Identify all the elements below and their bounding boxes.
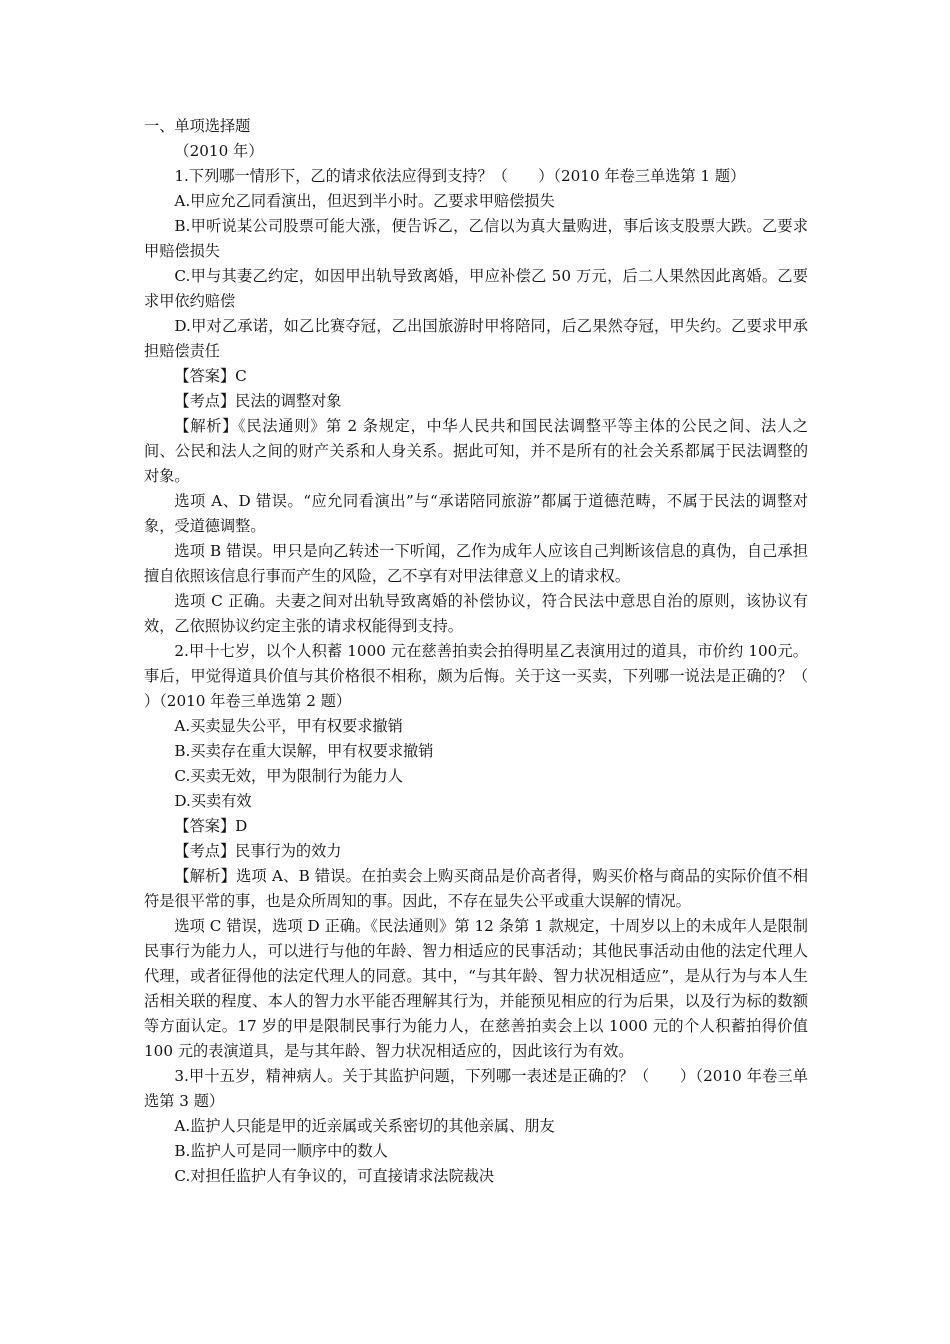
document-paragraph: 选项 A、D 错误。“应允同看演出”与“承诺陪同旅游”都属于道德范畴，不属于民法的调整对象，受道德调整。 bbox=[144, 492, 808, 535]
document-paragraph: B.监护人可是同一顺序中的数人 bbox=[174, 1142, 388, 1160]
document-paragraph: 3.甲十五岁，精神病人。关于其监护问题，下列哪一表述是正确的？（ ）（2010 年卷三单选第 3 题） bbox=[144, 1067, 808, 1110]
document-paragraph: D.甲对乙承诺，如乙比赛夺冠，乙出国旅游时甲将陪同，后乙果然夺冠，甲失约。乙要求甲承担赔偿责任 bbox=[144, 317, 808, 360]
document-paragraph: A.甲应允乙同看演出，但迟到半小时。乙要求甲赔偿损失 bbox=[174, 192, 555, 210]
document-paragraph: B.买卖存在重大误解，甲有权要求撤销 bbox=[174, 742, 434, 760]
document-paragraph: 【考点】民法的调整对象 bbox=[174, 392, 342, 410]
document-paragraph: 【答案】C bbox=[174, 367, 247, 385]
document-paragraph: 【解析】《民法通则》第 2 条规定，中华人民共和国民法调整平等主体的公民之间、法人之间、公民和法人之间的财产关系和人身关系。据此可知，并不是所有的社会关系都属于民法调整的对象。 bbox=[144, 417, 808, 485]
document-paragraph: C.对担任监护人有争议的，可直接请求法院裁决 bbox=[174, 1167, 495, 1185]
document-paragraph: 选项 B 错误。甲只是向乙转述一下听闻，乙作为成年人应该自己判断该信息的真伪，自己承担擅自依照该信息行事而产生的风险，乙不享有对甲法律意义上的请求权。 bbox=[144, 542, 808, 585]
document-paragraph: C.甲与其妻乙约定，如因甲出轨导致离婚，甲应补偿乙 50 万元，后二人果然因此离婚。乙要求甲依约赔偿 bbox=[144, 267, 808, 310]
document-paragraph: 【解析】选项 A、B 错误。在拍卖会上购买商品是价高者得，购买价格与商品的实际价值不相符是很平常的事，也是众所周知的事。因此，不存在显失公平或重大误解的情况。 bbox=[144, 867, 808, 910]
document-paragraph: 选项 C 正确。夫妻之间对出轨导致离婚的补偿协议，符合民法中意思自治的原则，该协议有效，乙依照协议约定主张的请求权能得到支持。 bbox=[144, 592, 808, 635]
document-paragraph: 【答案】D bbox=[174, 817, 248, 835]
document-paragraph: A.监护人只能是甲的近亲属或关系密切的其他亲属、朋友 bbox=[174, 1117, 555, 1135]
document-paragraph: B.甲听说某公司股票可能大涨，便告诉乙，乙信以为真大量购进，事后该支股票大跌。乙要求甲赔偿损失 bbox=[144, 217, 808, 260]
document-paragraph: （2010 年） bbox=[174, 142, 264, 160]
document-paragraph: A.买卖显失公平，甲有权要求撤销 bbox=[174, 717, 403, 735]
document-body bbox=[144, 114, 839, 1189]
document-paragraph: 【考点】民事行为的效力 bbox=[174, 842, 342, 860]
document-paragraph: 2.甲十七岁，以个人积蓄 1000 元在慈善拍卖会拍得明星乙表演用过的道具，市价约 100元。事后，甲觉得道具价值与其价格很不相称，颇为后悔。关于这一买卖，下列哪一说法是正确的？（ ）（2010 年卷三单选第 2 题） bbox=[144, 642, 839, 710]
document-paragraph: D.买卖有效 bbox=[174, 792, 252, 810]
document-paragraph: C.买卖无效，甲为限制行为能力人 bbox=[174, 767, 403, 785]
document-paragraph: 一、单项选择题 bbox=[144, 117, 251, 135]
document-paragraph: 选项 C 错误，选项 D 正确。《民法通则》第 12 条第 1 款规定，十周岁以上的未成年人是限制民事行为能力人，可以进行与他的年龄、智力相适应的民事活动；其他民事活动由他的法定代理人代理，或者征得他的法定代理人的同意。其中，“与其年龄、智力状况相适应”，是从行为与本人生活相关联的程度、本人的智力水平能否理解其行为，并能预见相应的行为后果，以及行为标的数额等方面认定。17 岁的甲是限制民事行为能力人，在慈善拍卖会上以 1000 元的个人积蓄拍得价值 100 元的表演道具，是与其年龄、智力状况相适应的，因此该行为有效。 bbox=[144, 917, 813, 1060]
document-paragraph: 1.下列哪一情形下，乙的请求依法应得到支持？（ ）（2010 年卷三单选第 1 题） bbox=[174, 167, 746, 185]
